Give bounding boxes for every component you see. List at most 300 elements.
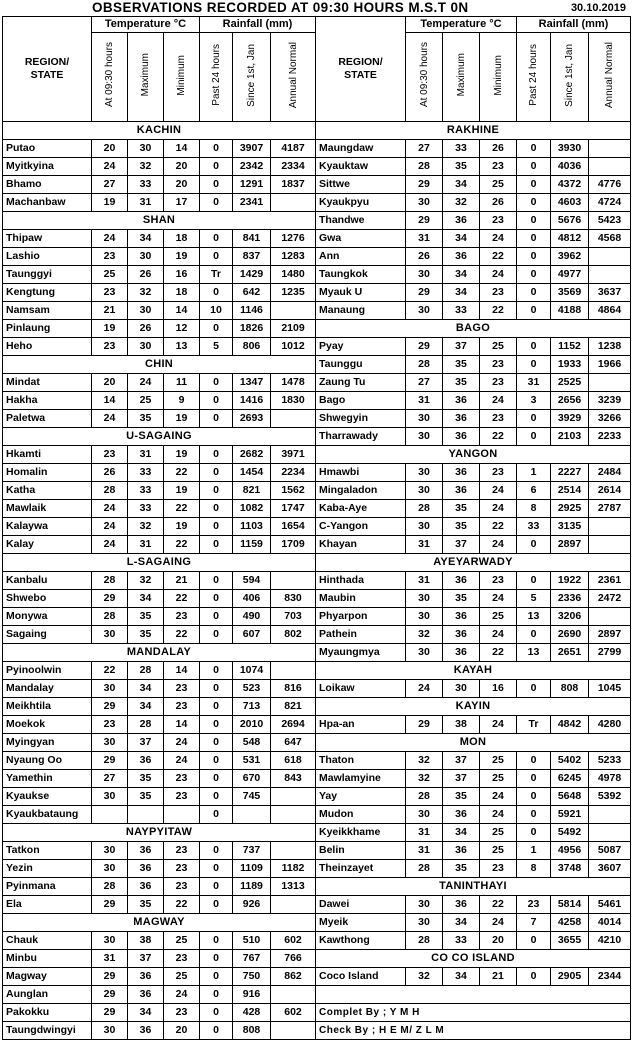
rain-24h: 0 xyxy=(200,842,233,860)
at-0930-header: At 09:30 hours xyxy=(406,33,443,122)
temp-max: 36 xyxy=(128,986,164,1004)
station-row xyxy=(3,950,316,968)
temp-0930: 24 xyxy=(92,518,128,536)
station-row xyxy=(316,752,631,770)
temp-min: 25 xyxy=(480,824,517,842)
station-row xyxy=(316,572,631,590)
rain-24h: 1 xyxy=(517,842,551,860)
rain-24h: 5 xyxy=(517,590,551,608)
station-row xyxy=(3,716,316,734)
temp-min: 23 xyxy=(164,842,200,860)
temp-0930 xyxy=(92,806,128,824)
rain-24h: 0 xyxy=(200,662,233,680)
station-name: Kyauktaw xyxy=(316,158,406,176)
rain-since-jan: 837 xyxy=(233,248,271,266)
rain-since-jan: 3929 xyxy=(551,410,589,428)
station-name: Pyay xyxy=(316,338,406,356)
temp-0930: 30 xyxy=(406,914,443,932)
station-row xyxy=(3,338,316,356)
rain-24h: 0 xyxy=(517,932,551,950)
station-row xyxy=(316,590,631,608)
rain-since-jan: 1082 xyxy=(233,500,271,518)
station-name: Dawei xyxy=(316,896,406,914)
temp-max: 30 xyxy=(128,302,164,320)
station-row xyxy=(316,806,631,824)
temp-max: 37 xyxy=(443,536,480,554)
station-name: Moekok xyxy=(3,716,92,734)
temp-min: 23 xyxy=(480,158,517,176)
station-row xyxy=(3,752,316,770)
station-row xyxy=(3,572,316,590)
station-row xyxy=(316,500,631,518)
temp-0930: 30 xyxy=(406,266,443,284)
rain-annual-normal: 4864 xyxy=(589,302,631,320)
station-row xyxy=(3,500,316,518)
station-name: Katha xyxy=(3,482,92,500)
rain-24h: 0 xyxy=(200,896,233,914)
temp-max: 35 xyxy=(443,518,480,536)
temp-max: 32 xyxy=(128,158,164,176)
temp-0930: 28 xyxy=(92,572,128,590)
rain-24h: 10 xyxy=(200,302,233,320)
station-row xyxy=(3,1004,316,1022)
station-name: Gwa xyxy=(316,230,406,248)
rain-annual-normal xyxy=(589,266,631,284)
temp-min: 12 xyxy=(164,320,200,338)
temp-min: 25 xyxy=(164,932,200,950)
rain-since-jan: 1922 xyxy=(551,572,589,590)
temp-max: 35 xyxy=(128,410,164,428)
temp-max: 36 xyxy=(128,968,164,986)
temp-min: 22 xyxy=(480,302,517,320)
temp-min xyxy=(164,806,200,824)
station-row xyxy=(3,608,316,626)
temp-min: 22 xyxy=(480,428,517,446)
rain-24h: 0 xyxy=(200,500,233,518)
section-header: KACHIN xyxy=(3,122,316,140)
station-name: Thipaw xyxy=(3,230,92,248)
rain-24h: 0 xyxy=(200,680,233,698)
station-row xyxy=(316,518,631,536)
section-header: MON xyxy=(316,734,631,752)
rain-24h: 0 xyxy=(517,176,551,194)
rain-since-jan: 1826 xyxy=(233,320,271,338)
temp-max: 30 xyxy=(128,338,164,356)
rain-since-jan: 737 xyxy=(233,842,271,860)
rain-24h: 13 xyxy=(517,644,551,662)
station-name: Sittwe xyxy=(316,176,406,194)
rain-since-jan: 6245 xyxy=(551,770,589,788)
temp-min: 25 xyxy=(480,338,517,356)
section-header: MAGWAY xyxy=(3,914,316,932)
temp-min: 18 xyxy=(164,230,200,248)
temp-min: 24 xyxy=(480,716,517,734)
temp-max: 36 xyxy=(128,878,164,896)
station-row xyxy=(3,734,316,752)
temp-min: 22 xyxy=(164,896,200,914)
temp-max: 34 xyxy=(128,230,164,248)
temp-0930: 28 xyxy=(92,608,128,626)
rain-since-jan: 821 xyxy=(233,482,271,500)
rain-24h: 0 xyxy=(200,410,233,428)
rain-24h: 8 xyxy=(517,860,551,878)
rain-annual-normal: 2484 xyxy=(589,464,631,482)
station-row xyxy=(316,770,631,788)
station-name: Myitkyina xyxy=(3,158,92,176)
temp-min: 23 xyxy=(480,356,517,374)
rain-24h: 0 xyxy=(200,788,233,806)
rain-annual-normal: 1012 xyxy=(271,338,316,356)
rain-annual-normal xyxy=(271,572,316,590)
temp-min: 24 xyxy=(480,626,517,644)
station-name: Coco Island xyxy=(316,968,406,986)
station-row xyxy=(316,536,631,554)
rain-since-jan: 642 xyxy=(233,284,271,302)
rain-since-jan: 4036 xyxy=(551,158,589,176)
temp-min: 22 xyxy=(480,644,517,662)
rain-24h: 0 xyxy=(200,536,233,554)
temp-min: 23 xyxy=(164,950,200,968)
temp-0930: 24 xyxy=(92,410,128,428)
rain-annual-normal xyxy=(271,842,316,860)
temp-min: 23 xyxy=(480,410,517,428)
rain-annual-normal: 1709 xyxy=(271,536,316,554)
temp-min: 14 xyxy=(164,662,200,680)
station-name: Loikaw xyxy=(316,680,406,698)
temp-0930: 29 xyxy=(92,590,128,608)
rain-since-jan: 3206 xyxy=(551,608,589,626)
maximum-header: Maximum xyxy=(443,33,480,122)
station-name: Mandalay xyxy=(3,680,92,698)
rain-annual-normal: 2233 xyxy=(589,428,631,446)
temp-max: 33 xyxy=(128,464,164,482)
section-header: KAYIN xyxy=(316,698,631,716)
temp-min: 22 xyxy=(164,464,200,482)
station-row xyxy=(3,968,316,986)
temp-0930: 32 xyxy=(406,968,443,986)
rain-24h: 3 xyxy=(517,392,551,410)
temp-max: 34 xyxy=(443,176,480,194)
rain-24h: Tr xyxy=(517,716,551,734)
temp-min: 22 xyxy=(480,518,517,536)
rain-24h: 0 xyxy=(200,608,233,626)
rain-since-jan: 5492 xyxy=(551,824,589,842)
station-name: Ann xyxy=(316,248,406,266)
rain-annual-normal: 2344 xyxy=(589,968,631,986)
temp-0930: 28 xyxy=(406,356,443,374)
section-row xyxy=(316,734,631,752)
temp-min: 14 xyxy=(164,716,200,734)
temp-0930: 29 xyxy=(92,752,128,770)
rain-24h: 0 xyxy=(200,284,233,302)
temp-max: 35 xyxy=(128,626,164,644)
temp-min: 16 xyxy=(164,266,200,284)
rain-24h: Tr xyxy=(200,266,233,284)
rain-annual-normal: 830 xyxy=(271,590,316,608)
temp-max: 35 xyxy=(128,896,164,914)
station-name: Pinlaung xyxy=(3,320,92,338)
station-name: Phyarpon xyxy=(316,608,406,626)
station-name: Myaungmya xyxy=(316,644,406,662)
rain-24h: 0 xyxy=(517,248,551,266)
temp-max: 31 xyxy=(128,536,164,554)
rain-since-jan: 2682 xyxy=(233,446,271,464)
station-row xyxy=(316,842,631,860)
temp-max: 36 xyxy=(128,842,164,860)
station-name: Lashio xyxy=(3,248,92,266)
rain-annual-normal: 766 xyxy=(271,950,316,968)
station-name: Taungdwingyi xyxy=(3,1022,92,1040)
temp-min: 17 xyxy=(164,194,200,212)
rain-24h: 0 xyxy=(200,464,233,482)
station-row xyxy=(316,464,631,482)
station-name: Maubin xyxy=(316,590,406,608)
rain-annual-normal: 4187 xyxy=(271,140,316,158)
temp-min: 24 xyxy=(480,392,517,410)
rain-since-jan: 926 xyxy=(233,896,271,914)
station-row xyxy=(316,788,631,806)
section-row xyxy=(3,644,316,662)
station-row xyxy=(316,824,631,842)
temp-0930: 30 xyxy=(406,518,443,536)
station-name: Yezin xyxy=(3,860,92,878)
report-title: OBSERVATIONS RECORDED AT 09:30 HOURS M.S.T 0N xyxy=(92,0,469,15)
temp-min: 22 xyxy=(164,536,200,554)
rain-since-jan: 2010 xyxy=(233,716,271,734)
temp-0930: 24 xyxy=(92,500,128,518)
temp-max: 32 xyxy=(128,518,164,536)
temp-min: 19 xyxy=(164,518,200,536)
station-row xyxy=(3,932,316,950)
station-row xyxy=(316,482,631,500)
temp-0930: 27 xyxy=(406,374,443,392)
temp-min: 20 xyxy=(480,932,517,950)
rain-annual-normal xyxy=(271,1022,316,1040)
temp-0930: 29 xyxy=(406,716,443,734)
section-header: CO CO ISLAND xyxy=(316,950,631,968)
rain-since-jan: 1146 xyxy=(233,302,271,320)
rain-annual-normal: 1045 xyxy=(589,680,631,698)
rain-annual-normal xyxy=(589,806,631,824)
rain-24h: 0 xyxy=(200,392,233,410)
rain-since-jan: 1189 xyxy=(233,878,271,896)
rain-24h: 0 xyxy=(517,266,551,284)
station-row xyxy=(3,896,316,914)
rain-since-jan: 3962 xyxy=(551,248,589,266)
section-header: SHAN xyxy=(3,212,316,230)
report-header xyxy=(0,0,632,16)
station-row xyxy=(3,464,316,482)
temp-max: 33 xyxy=(128,176,164,194)
temp-0930: 30 xyxy=(406,428,443,446)
station-row xyxy=(316,212,631,230)
annual-normal-header: Annual Normal xyxy=(271,33,316,122)
rain-since-jan: 1109 xyxy=(233,860,271,878)
rain-24h: 0 xyxy=(517,284,551,302)
blank-cell xyxy=(316,986,631,1004)
temp-min: 24 xyxy=(480,590,517,608)
rain-annual-normal: 2787 xyxy=(589,500,631,518)
temp-max: 28 xyxy=(128,716,164,734)
station-row xyxy=(316,608,631,626)
rain-since-jan: 4188 xyxy=(551,302,589,320)
temp-0930: 29 xyxy=(406,338,443,356)
temp-max: 36 xyxy=(443,806,480,824)
rain-since-jan: 806 xyxy=(233,338,271,356)
rain-annual-normal: 843 xyxy=(271,770,316,788)
rain-24h: 13 xyxy=(517,608,551,626)
temp-min: 24 xyxy=(480,266,517,284)
station-name: Mawlamyine xyxy=(316,770,406,788)
temp-0930: 30 xyxy=(92,932,128,950)
station-name: Maungdaw xyxy=(316,140,406,158)
rain-24h: 0 xyxy=(517,302,551,320)
station-name: Mindat xyxy=(3,374,92,392)
rain-24h: 0 xyxy=(200,176,233,194)
station-row xyxy=(3,680,316,698)
rain-since-jan: 2525 xyxy=(551,374,589,392)
temp-max: 28 xyxy=(128,662,164,680)
report-date: 30.10.2019 xyxy=(570,2,626,14)
station-name: Kyaukpyu xyxy=(316,194,406,212)
rain-annual-normal: 862 xyxy=(271,968,316,986)
station-name: Putao xyxy=(3,140,92,158)
temp-min: 24 xyxy=(480,806,517,824)
rain-since-jan: 841 xyxy=(233,230,271,248)
temp-max: 25 xyxy=(128,392,164,410)
temp-max: 37 xyxy=(128,734,164,752)
temp-min: 13 xyxy=(164,338,200,356)
temp-max: 34 xyxy=(128,698,164,716)
station-name: Kengtung xyxy=(3,284,92,302)
rain-since-jan: 4842 xyxy=(551,716,589,734)
rainfall-header: Rainfall (mm) xyxy=(200,17,316,33)
temp-max: 36 xyxy=(443,608,480,626)
past-24-hours-header: Past 24 hours xyxy=(517,33,551,122)
rain-24h: 0 xyxy=(200,734,233,752)
station-row xyxy=(316,194,631,212)
temp-max: 35 xyxy=(443,356,480,374)
station-row xyxy=(3,194,316,212)
rain-24h: 0 xyxy=(200,860,233,878)
rain-24h: 0 xyxy=(200,572,233,590)
past-24-hours-header: Past 24 hours xyxy=(200,33,233,122)
temp-0930: 22 xyxy=(92,662,128,680)
temp-max: 34 xyxy=(443,914,480,932)
temp-0930: 27 xyxy=(406,140,443,158)
station-name: Thandwe xyxy=(316,212,406,230)
rain-24h: 0 xyxy=(200,194,233,212)
section-header: KAYAH xyxy=(316,662,631,680)
rain-24h: 1 xyxy=(517,464,551,482)
temp-max: 31 xyxy=(128,446,164,464)
section-header: AYEYARWADY xyxy=(316,554,631,572)
temp-max: 33 xyxy=(128,482,164,500)
temp-max: 26 xyxy=(128,266,164,284)
rain-since-jan: 2905 xyxy=(551,968,589,986)
right-observation-table xyxy=(315,16,631,1040)
rain-annual-normal xyxy=(589,518,631,536)
rain-annual-normal xyxy=(589,140,631,158)
station-name: Hkamti xyxy=(3,446,92,464)
temp-max: 30 xyxy=(443,680,480,698)
temp-min: 23 xyxy=(480,572,517,590)
temp-max: 35 xyxy=(443,860,480,878)
station-name: Taunggyi xyxy=(3,266,92,284)
temp-max: 33 xyxy=(443,140,480,158)
rain-since-jan: 5648 xyxy=(551,788,589,806)
rain-since-jan: 548 xyxy=(233,734,271,752)
temp-min: 24 xyxy=(164,752,200,770)
rain-annual-normal: 3607 xyxy=(589,860,631,878)
station-row xyxy=(3,410,316,428)
temp-max: 36 xyxy=(443,428,480,446)
temp-min: 25 xyxy=(480,770,517,788)
rain-since-jan: 4603 xyxy=(551,194,589,212)
station-row xyxy=(3,842,316,860)
station-row xyxy=(3,986,316,1004)
rain-since-jan: 510 xyxy=(233,932,271,950)
rain-since-jan: 2514 xyxy=(551,482,589,500)
rain-24h: 0 xyxy=(517,572,551,590)
station-row xyxy=(316,356,631,374)
station-name: Taungkok xyxy=(316,266,406,284)
station-row xyxy=(316,158,631,176)
temp-min: 22 xyxy=(480,248,517,266)
temp-max: 36 xyxy=(443,644,480,662)
station-row xyxy=(3,158,316,176)
temp-min: 21 xyxy=(480,968,517,986)
rain-annual-normal: 1654 xyxy=(271,518,316,536)
rain-annual-normal: 1313 xyxy=(271,878,316,896)
temp-min: 19 xyxy=(164,410,200,428)
rain-24h: 0 xyxy=(517,428,551,446)
region-state-header: REGION/ STATE xyxy=(316,17,406,122)
temp-min: 25 xyxy=(480,842,517,860)
rain-24h: 0 xyxy=(517,338,551,356)
rain-24h: 0 xyxy=(200,950,233,968)
temp-max: 36 xyxy=(443,626,480,644)
station-row xyxy=(316,932,631,950)
rain-annual-normal: 4724 xyxy=(589,194,631,212)
rain-24h: 0 xyxy=(200,806,233,824)
temp-max: 36 xyxy=(128,860,164,878)
temp-max: 36 xyxy=(443,212,480,230)
note-row xyxy=(316,1004,631,1022)
section-header: TANINTHAYI xyxy=(316,878,631,896)
section-row xyxy=(316,554,631,572)
station-name: Meikhtila xyxy=(3,698,92,716)
section-header: MANDALAY xyxy=(3,644,316,662)
temp-min: 22 xyxy=(164,626,200,644)
station-row xyxy=(3,518,316,536)
station-row xyxy=(316,248,631,266)
temp-max: 26 xyxy=(128,320,164,338)
temp-max: 35 xyxy=(128,788,164,806)
rain-annual-normal: 3266 xyxy=(589,410,631,428)
rain-since-jan: 607 xyxy=(233,626,271,644)
temp-max: 36 xyxy=(443,464,480,482)
temp-0930: 28 xyxy=(92,482,128,500)
rain-since-jan: 2227 xyxy=(551,464,589,482)
rain-annual-normal: 2109 xyxy=(271,320,316,338)
station-name: Heho xyxy=(3,338,92,356)
rain-24h: 0 xyxy=(517,968,551,986)
temp-min: 22 xyxy=(164,500,200,518)
station-name: Chauk xyxy=(3,932,92,950)
section-row xyxy=(316,122,631,140)
rain-since-jan: 745 xyxy=(233,788,271,806)
